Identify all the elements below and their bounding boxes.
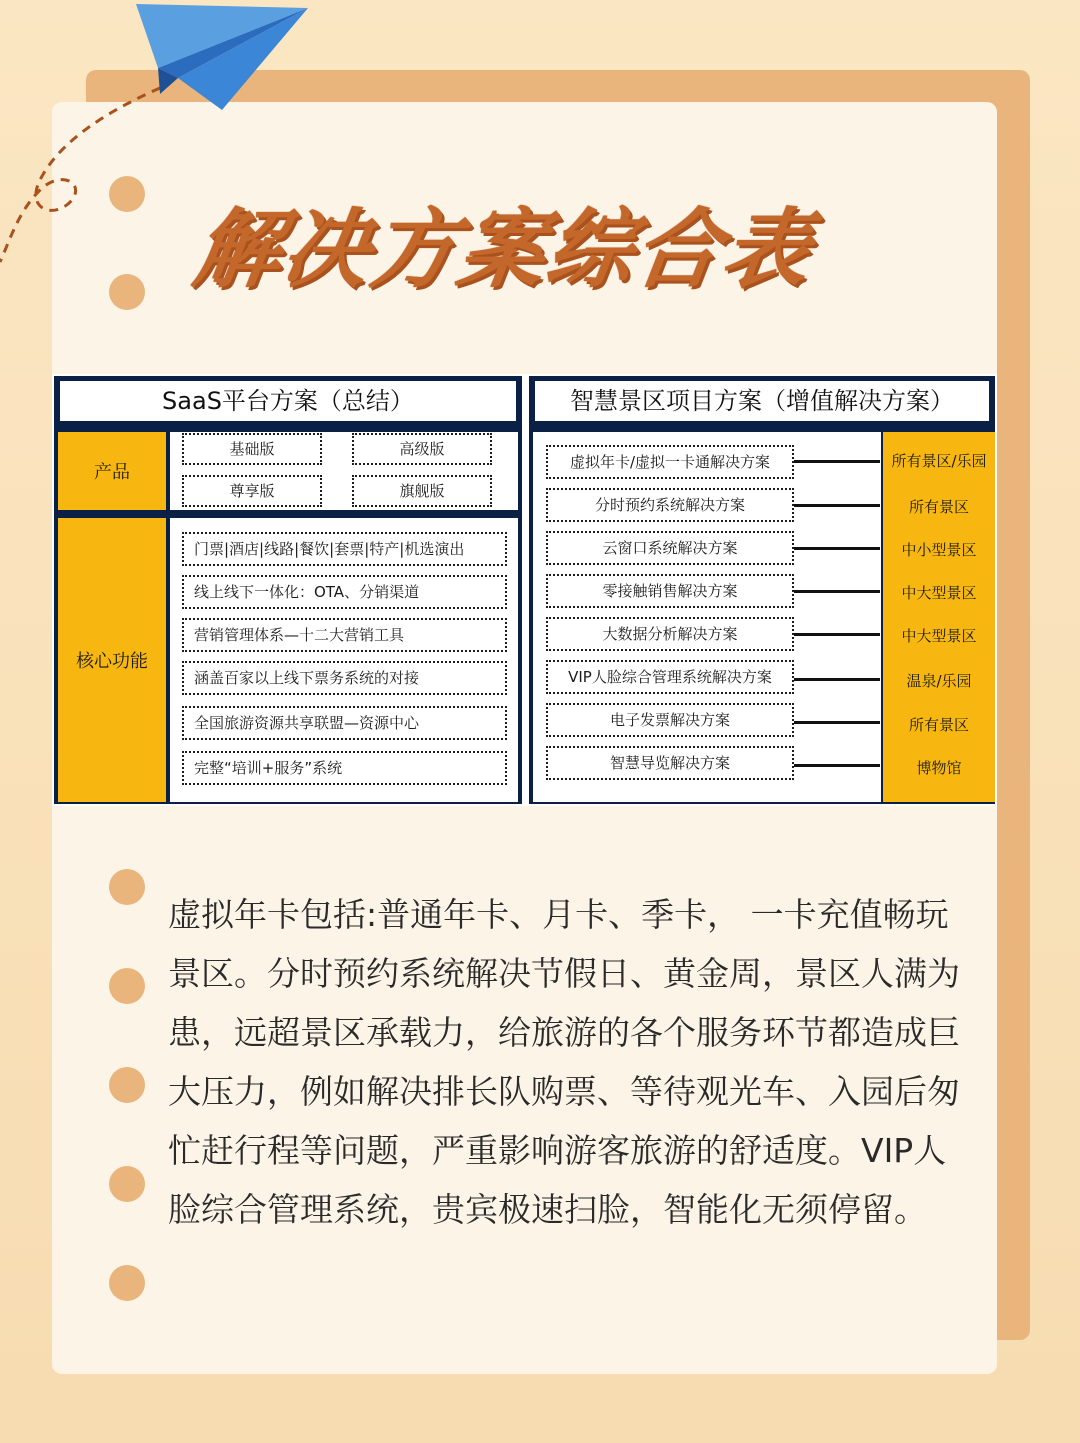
feature-item: 营销管理体系—十二大营销工具: [182, 618, 507, 652]
right-panel-header: 智慧景区项目方案（增值解决方案）: [535, 381, 989, 421]
scope-label: 温泉/乐园: [906, 672, 972, 690]
solution-item: 分时预约系统解决方案: [546, 488, 794, 522]
solution-item: 智慧导览解决方案: [546, 746, 794, 780]
scope-label: 博物馆: [916, 759, 962, 777]
binder-dot: [109, 274, 145, 310]
scope-label: 中大型景区: [901, 584, 977, 602]
connector-line: [794, 721, 880, 724]
connector-line: [794, 764, 880, 767]
feature-item: 门票|酒店|线路|餐饮|套票|特产|机选演出: [182, 532, 507, 566]
connector-line: [794, 460, 880, 463]
core-label: 核心功能: [58, 518, 166, 802]
binder-dot: [109, 1166, 145, 1202]
product-item: 基础版: [182, 433, 322, 465]
connector-line: [794, 678, 880, 681]
scope-label: 所有景区: [908, 498, 969, 516]
product-item: 高级版: [352, 433, 492, 465]
solution-table: [52, 374, 997, 806]
connector-line: [794, 504, 880, 507]
left-panel-header: SaaS平台方案（总结）: [60, 381, 516, 421]
connector-line: [794, 633, 880, 636]
page-title: 解决方案综合表: [187, 200, 819, 300]
product-item: 尊享版: [182, 475, 322, 507]
scope-label: 中小型景区: [901, 541, 977, 559]
binder-dot: [109, 1265, 145, 1301]
feature-item: 完整“培训+服务”系统: [182, 751, 507, 785]
binder-dot: [109, 968, 145, 1004]
description-paragraph: 虚拟年卡包括:普通年卡、月卡、季卡， 一卡充值畅玩景区。分时预约系统解决节假日、黄金周，景区人满为患，远超景区承载力，给旅游的各个服务环节都造成巨大压力，例如解决排长队购票、等待观光车、入园后匆忙赶行程等问题，严重影响游客旅游的舒适度。VIP人脸综合管理系统，贵宾极速扫脸，智能化无须停留。: [168, 895, 960, 1229]
feature-item: 全国旅游资源共享联盟—资源中心: [182, 706, 507, 740]
binder-dot: [109, 869, 145, 905]
scope-label: 所有景区: [908, 716, 969, 734]
solution-item: 大数据分析解决方案: [546, 617, 794, 651]
solution-item: 零接触销售解决方案: [546, 574, 794, 608]
scope-list: [883, 432, 995, 802]
solution-item: VIP人脸综合管理系统解决方案: [546, 660, 794, 694]
binder-dot: [109, 176, 145, 212]
feature-item: 线上线下一体化：OTA、分销渠道: [182, 575, 507, 609]
solution-item: 电子发票解决方案: [546, 703, 794, 737]
product-item: 旗舰版: [352, 475, 492, 507]
product-label: 产品: [58, 432, 166, 510]
scope-label: 中大型景区: [901, 627, 977, 645]
connector-line: [794, 547, 880, 550]
feature-item: 涵盖百家以上线下票务系统的对接: [182, 661, 507, 695]
scope-label: 所有景区/乐园: [891, 452, 987, 470]
binder-dot: [109, 1067, 145, 1103]
connector-line: [794, 590, 880, 593]
solution-item: 云窗口系统解决方案: [546, 531, 794, 565]
solution-item: 虚拟年卡/虚拟一卡通解决方案: [546, 445, 794, 479]
